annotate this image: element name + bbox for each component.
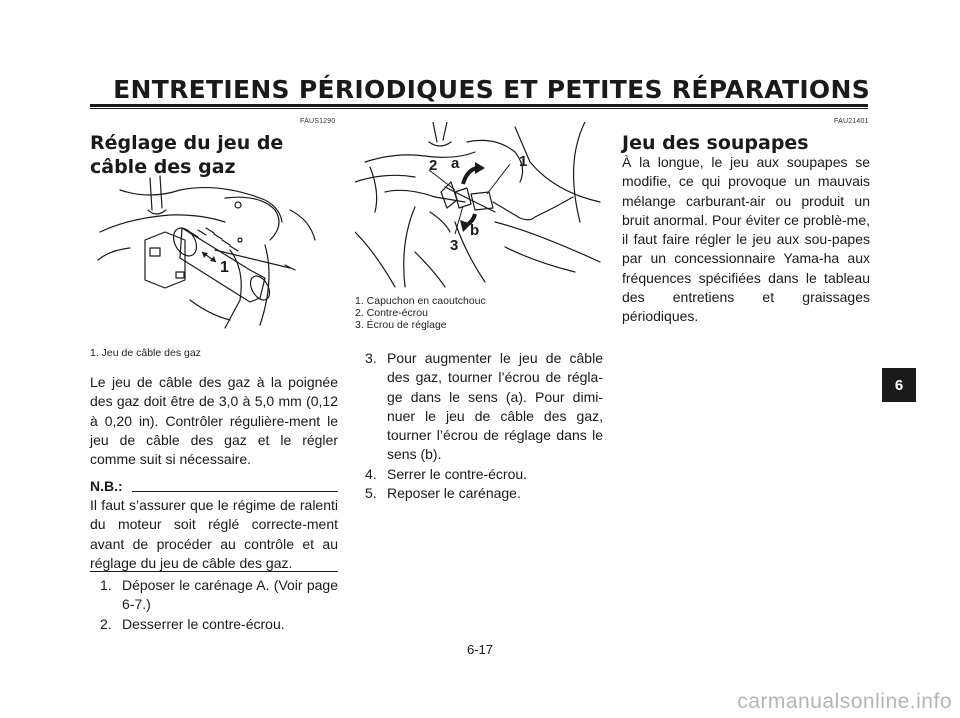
left-steps-wrap bbox=[100, 576, 338, 634]
left-paragraph-wrap bbox=[90, 373, 338, 469]
list-item: 3. Pour augmenter le jeu de câble des gaz, tourner l’écrou de régla-ge dans le sens (a). Pour dimi-nuer le jeu de câble des gaz, tourner l’écrou de réglage dans le sens (b). bbox=[365, 350, 603, 463]
steps-list-left bbox=[100, 576, 338, 634]
section-title: Réglage du jeu de câble des gaz bbox=[90, 132, 284, 178]
note-text-wrap bbox=[90, 496, 338, 573]
caption-line: 1. Capuchon en caoutchouc bbox=[355, 295, 486, 307]
throttle-cable-illustration bbox=[90, 170, 338, 330]
steps-list-middle bbox=[365, 349, 603, 503]
page-number: 6-17 bbox=[466, 642, 494, 657]
body-paragraph: Le jeu de câble des gaz à la poignée des gaz doit être de 3,0 à 5,0 mm (0,12 à 0,20 in). Contrôler régulière-ment le jeu de câble des gaz et le régler comme suit si nécessaire. bbox=[90, 374, 338, 468]
header-rule bbox=[90, 104, 868, 107]
caption-line: 3. Écrou de réglage bbox=[355, 319, 447, 331]
chapter-title: ENTRETIENS PÉRIODIQUES ET PETITES RÉPARATIONS bbox=[113, 75, 870, 104]
figure-label-a: a bbox=[451, 155, 460, 172]
list-item: 2. Desserrer le contre-écrou. bbox=[100, 615, 285, 632]
figure-label-2: 2 bbox=[429, 157, 438, 174]
figure-caption: 1. Jeu de câble des gaz bbox=[90, 347, 201, 359]
figure-label-3: 3 bbox=[450, 237, 459, 254]
caption-line: 2. Contre-écrou bbox=[355, 307, 428, 319]
section-title: Jeu des soupapes bbox=[622, 132, 809, 154]
note-text: Il faut s’assurer que le régime de ralenti du moteur soit réglé correcte-ment avant de procéder au contrôle et au réglage du jeu de câble des gaz. bbox=[90, 497, 338, 571]
right-paragraph-wrap bbox=[622, 153, 870, 327]
list-item: 5. Reposer le carénage. bbox=[365, 485, 521, 502]
figure-label-1: 1 bbox=[220, 259, 229, 276]
middle-steps-wrap bbox=[365, 349, 603, 503]
list-item: 4. Serrer le contre-écrou. bbox=[365, 465, 528, 482]
figure-captions bbox=[355, 295, 603, 331]
note-rule-top bbox=[132, 491, 338, 492]
locknut-adjuster-illustration bbox=[355, 122, 603, 292]
figure-label-1: 1 bbox=[519, 153, 528, 170]
figure-label-b: b bbox=[470, 222, 480, 239]
note-label: N.B.: bbox=[90, 478, 123, 494]
section-code: FAUS1290 bbox=[300, 118, 336, 125]
note-rule-bottom bbox=[90, 571, 338, 572]
header-rule-thin bbox=[90, 108, 868, 109]
list-item: 1. Déposer le carénage A. (Voir page 6-7.) bbox=[100, 577, 338, 613]
chapter-tab: 6 bbox=[882, 368, 916, 402]
right-section-title-wrap bbox=[622, 131, 870, 155]
watermark: carmanualsonline.info bbox=[737, 690, 952, 713]
note-block bbox=[90, 478, 338, 496]
section-code: FAU21401 bbox=[834, 118, 869, 125]
body-paragraph: À la longue, le jeu aux soupapes se modifie, ce qui provoque un mauvais mélange carburant-air ou produit un bruit anormal. Pour éviter ce problè-me, il faut faire régler le jeu aux sou-papes par un concessionnaire Yama-ha aux fréquences spécifiées dans le tableau des entretiens et graissages périodiques. bbox=[622, 154, 870, 325]
